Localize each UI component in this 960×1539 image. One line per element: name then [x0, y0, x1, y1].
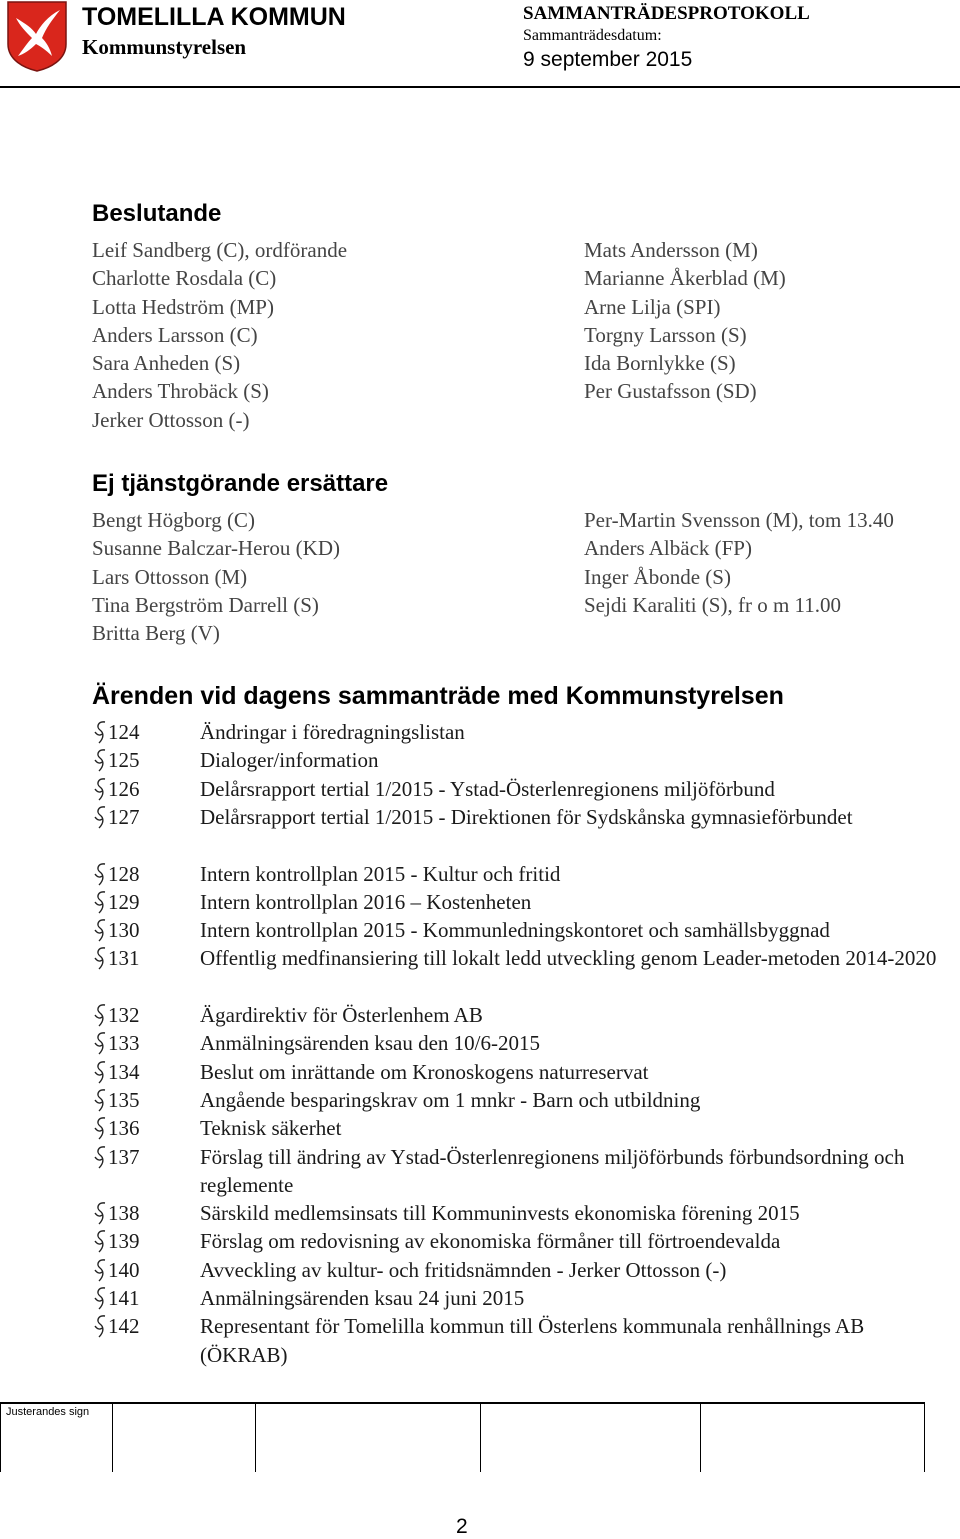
member-name: Sara Anheden (S) [92, 351, 241, 376]
municipal-coat-of-arms-icon [6, 0, 68, 72]
agenda-item-number: 125 [108, 748, 140, 773]
agenda-item-text: Teknisk säkerhet [200, 1116, 342, 1141]
agenda-item-text: Avveckling av kultur- och fritidsnämnden - Jerker Ottosson (-) [200, 1257, 727, 1282]
organization-name: TOMELILLA KOMMUN [82, 3, 346, 31]
agenda-item-text: Ändringar i föredragningslistan [200, 720, 465, 744]
ersattare-right-list [584, 506, 894, 619]
agenda-item-text: Förslag till ändring av Ystad-Österlenregionens miljöförbunds förbundsordning och reglemente [200, 1144, 905, 1197]
agenda-item-text: Intern kontrollplan 2016 – Kostenheten [200, 889, 532, 914]
paragraph-sign-icon [90, 1284, 110, 1312]
signature-box-line [700, 1402, 701, 1472]
agenda-item-number: 131 [108, 946, 140, 971]
meeting-date: 9 september 2015 [523, 48, 693, 71]
member-name: Leif Sandberg (C), ordförande [92, 238, 348, 262]
member-name: Jerker Ottosson (-) [92, 407, 250, 432]
agenda-item-text: Representant för Tomelilla kommun till Österlens kommunala renhållnings AB (ÖKRAB) [200, 1314, 865, 1367]
member-name: Ida Bornlykke (S) [584, 351, 736, 376]
agenda-item-number: 137 [108, 1144, 140, 1169]
agenda-item-text: Ägardirektiv för Österlenhem AB [200, 1003, 483, 1027]
paragraph-sign-icon [90, 1143, 110, 1171]
page-number: 2 [456, 1515, 468, 1538]
agenda-item-number: 142 [108, 1314, 140, 1339]
agenda-item-number: 130 [108, 918, 140, 943]
paragraph-sign-icon [90, 860, 110, 888]
member-name: Arne Lilja (SPI) [584, 294, 721, 319]
agenda-item-text: Beslut om inrättande om Kronoskogens naturreservat [200, 1059, 649, 1084]
agenda-item-text: Anmälningsärenden ksau den 10/6-2015 [200, 1031, 541, 1056]
agenda-item-number: 136 [108, 1116, 140, 1141]
agenda-item-number: 127 [108, 804, 140, 829]
document-type: SAMMANTRÄDESPROTOKOLL [523, 3, 810, 24]
paragraph-sign-icon [90, 944, 110, 972]
substitute-name: Lars Ottosson (M) [92, 564, 248, 589]
paragraph-sign-icon [90, 1029, 110, 1057]
agenda-item-number: 124 [108, 720, 140, 744]
agenda-item-number: 132 [108, 1003, 140, 1027]
paragraph-sign-icon [90, 1227, 110, 1255]
agenda-item-text: Intern kontrollplan 2015 - Kommunledningskontoret och samhällsbyggnad [200, 918, 830, 943]
beslutande-left-list [92, 236, 347, 434]
paragraph-sign-icon [90, 1001, 110, 1029]
substitute-name: Anders Albäck (FP) [584, 536, 752, 561]
board-name: Kommunstyrelsen [82, 35, 247, 59]
agenda-item-number: 138 [108, 1201, 140, 1226]
paragraph-sign-icon [90, 1086, 110, 1114]
signature-box-line [0, 1402, 1, 1472]
paragraph-sign-icon [90, 1312, 110, 1340]
member-name: Marianne Åkerblad (M) [584, 266, 786, 291]
member-name: Mats Andersson (M) [584, 238, 758, 262]
agenda-item-number: 134 [108, 1059, 140, 1084]
arenden-heading: Ärenden vid dagens sammanträde med Kommunstyrelsen [92, 682, 784, 710]
signature-box-line [112, 1402, 113, 1472]
footer-divider [0, 1402, 925, 1404]
substitute-name: Susanne Balczar-Herou (KD) [92, 536, 340, 561]
substitute-name: Per-Martin Svensson (M), tom 13.40 [584, 508, 894, 532]
agenda-item-number: 133 [108, 1031, 140, 1056]
paragraph-sign-icon [90, 1114, 110, 1142]
agenda-item-text: Angående besparingskrav om 1 mnkr - Barn och utbildning [200, 1087, 701, 1112]
agenda-item-number: 135 [108, 1087, 140, 1112]
signature-box-line [255, 1402, 256, 1472]
signature-box-line [924, 1402, 925, 1472]
agenda-item-text: Delårsrapport tertial 1/2015 - Ystad-Österlenregionens miljöförbund [200, 776, 775, 801]
agenda-item-number: 129 [108, 889, 140, 914]
agenda-item-text: Anmälningsärenden ksau 24 juni 2015 [200, 1286, 525, 1310]
member-name: Torgny Larsson (S) [584, 322, 747, 347]
paragraph-sign-icon [90, 888, 110, 916]
substitute-name: Inger Åbonde (S) [584, 564, 731, 589]
member-name: Anders Throbäck (S) [92, 379, 269, 404]
paragraph-sign-icon [90, 916, 110, 944]
substitute-name: Tina Bergström Darrell (S) [92, 592, 319, 617]
beslutande-heading: Beslutande [92, 200, 222, 227]
paragraph-sign-icon [90, 1256, 110, 1284]
paragraph-sign-icon [90, 746, 110, 774]
member-name: Lotta Hedström (MP) [92, 294, 274, 319]
signature-label: Justerandes sign [6, 1406, 90, 1418]
paragraph-sign-icon [90, 803, 110, 831]
member-name: Anders Larsson (C) [92, 322, 258, 347]
agenda-item-text: Förslag om redovisning av ekonomiska förmåner till förtroendevalda [200, 1229, 781, 1254]
paragraph-sign-icon [90, 775, 110, 803]
agenda-item-text: Intern kontrollplan 2015 - Kultur och fritid [200, 861, 561, 886]
agenda-item-text: Offentlig medfinansiering till lokalt ledd utveckling genom Leader-metoden 2014-2020 [200, 946, 937, 971]
member-name: Per Gustafsson (SD) [584, 379, 757, 404]
meeting-date-label: Sammanträdesdatum: [523, 27, 662, 44]
ersattare-heading: Ej tjänstgörande ersättare [92, 470, 389, 497]
paragraph-sign-icon [90, 1058, 110, 1086]
agenda-item-number: 139 [108, 1229, 140, 1254]
paragraph-sign-icon [90, 1199, 110, 1227]
substitute-name: Bengt Högborg (C) [92, 508, 255, 532]
beslutande-right-list [584, 236, 786, 406]
agenda-item-number: 126 [108, 776, 140, 801]
header-divider [0, 86, 960, 88]
substitute-name: Sejdi Karaliti (S), fr o m 11.00 [584, 592, 842, 617]
agenda-item-number: 140 [108, 1257, 140, 1282]
agenda-item-number: 141 [108, 1286, 140, 1310]
agenda-item-number: 128 [108, 861, 140, 886]
agenda-item-text: Dialoger/information [200, 748, 379, 773]
agenda-item-text: Delårsrapport tertial 1/2015 - Direktionen för Sydskånska gymnasieförbundet [200, 804, 853, 829]
substitute-name: Britta Berg (V) [92, 621, 220, 646]
member-name: Charlotte Rosdala (C) [92, 266, 277, 291]
paragraph-sign-icon [90, 718, 110, 746]
agenda-item-text: Särskild medlemsinsats till Kommuninvests ekonomiska förening 2015 [200, 1201, 800, 1226]
signature-box-line [480, 1402, 481, 1472]
ersattare-left-list [92, 506, 340, 647]
